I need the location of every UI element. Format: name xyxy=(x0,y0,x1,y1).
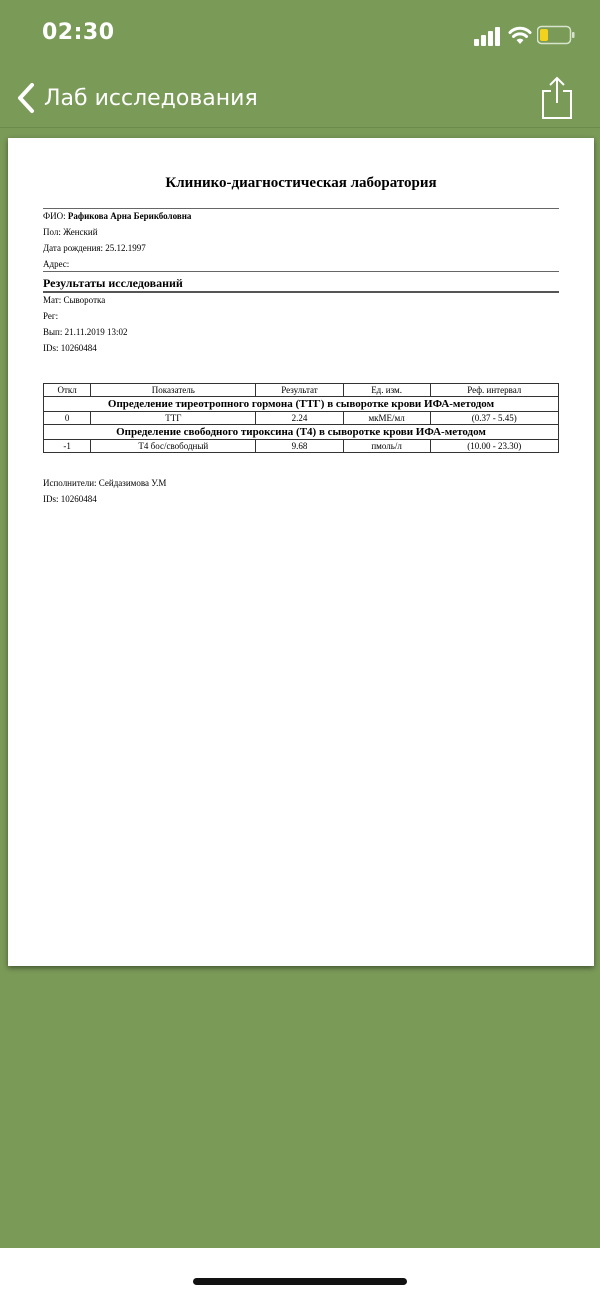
reference-cell: (10.00 - 23.30) xyxy=(430,440,558,453)
test-group-title: Определение тиреотропного гормона (ТТГ) в сыворотке крови ИФА-методом xyxy=(44,397,559,412)
table-row xyxy=(44,440,559,453)
wifi-icon xyxy=(508,24,532,46)
results-section-title: Результаты исследований xyxy=(43,276,183,290)
result-cell: 9.68 xyxy=(256,440,343,453)
status-bar xyxy=(0,0,600,70)
reference-cell: (0.37 - 5.45) xyxy=(430,412,558,425)
issued-field: Вып: 21.11.2019 13:02 xyxy=(43,327,128,337)
patient-name-field xyxy=(43,211,191,221)
reg-field: Рег: xyxy=(43,311,59,321)
indicator-cell: Т4 бос/свободный xyxy=(91,440,256,453)
table-row xyxy=(44,412,559,425)
patient-name-label: ФИО: xyxy=(43,211,66,221)
chevron-left-icon xyxy=(14,82,38,114)
table-group-row xyxy=(44,425,559,440)
column-header: Реф. интервал xyxy=(430,384,558,397)
divider xyxy=(43,208,559,209)
indicator-cell: ТТГ xyxy=(91,412,256,425)
battery-icon xyxy=(537,25,575,45)
nav-title: Лаб исследования xyxy=(44,85,258,111)
column-header: Откл xyxy=(44,384,91,397)
signal-bars-icon xyxy=(474,26,502,46)
result-cell: 2.24 xyxy=(256,412,343,425)
navigation-bar xyxy=(0,70,600,128)
deviation-cell: -1 xyxy=(44,440,91,453)
footer-ids-field: IDs: 10260484 xyxy=(43,494,97,504)
deviation-cell: 0 xyxy=(44,412,91,425)
lab-report-document[interactable] xyxy=(8,138,594,966)
patient-dob: Дата рождения: 25.12.1997 xyxy=(43,243,146,253)
divider xyxy=(43,271,559,272)
home-indicator[interactable] xyxy=(193,1278,407,1285)
material-field: Мат: Сыворотка xyxy=(43,295,106,305)
column-header: Показатель xyxy=(91,384,256,397)
column-header: Результат xyxy=(256,384,343,397)
patient-name: Рафикова Арна Берикболовна xyxy=(67,211,192,221)
status-time: 02:30 xyxy=(42,20,115,45)
unit-cell: пмоль/л xyxy=(343,440,430,453)
test-group-title: Определение свободного тироксина (Т4) в сыворотке крови ИФА-методом xyxy=(44,425,559,440)
divider xyxy=(43,291,559,293)
table-header-row xyxy=(44,384,559,397)
patient-address: Адрес: xyxy=(43,259,70,269)
unit-cell: мкМЕ/мл xyxy=(343,412,430,425)
performers-field: Исполнители: Сейдазимова У.М xyxy=(43,478,167,488)
ids-field: IDs: 10260484 xyxy=(43,343,97,353)
share-icon[interactable] xyxy=(538,76,576,120)
document-title: Клинико-диагностическая лаборатория xyxy=(165,175,437,191)
patient-sex: Пол: Женский xyxy=(43,227,98,237)
table-group-row xyxy=(44,397,559,412)
back-button[interactable] xyxy=(14,74,258,122)
column-header: Ед. изм. xyxy=(343,384,430,397)
results-table xyxy=(43,383,559,453)
